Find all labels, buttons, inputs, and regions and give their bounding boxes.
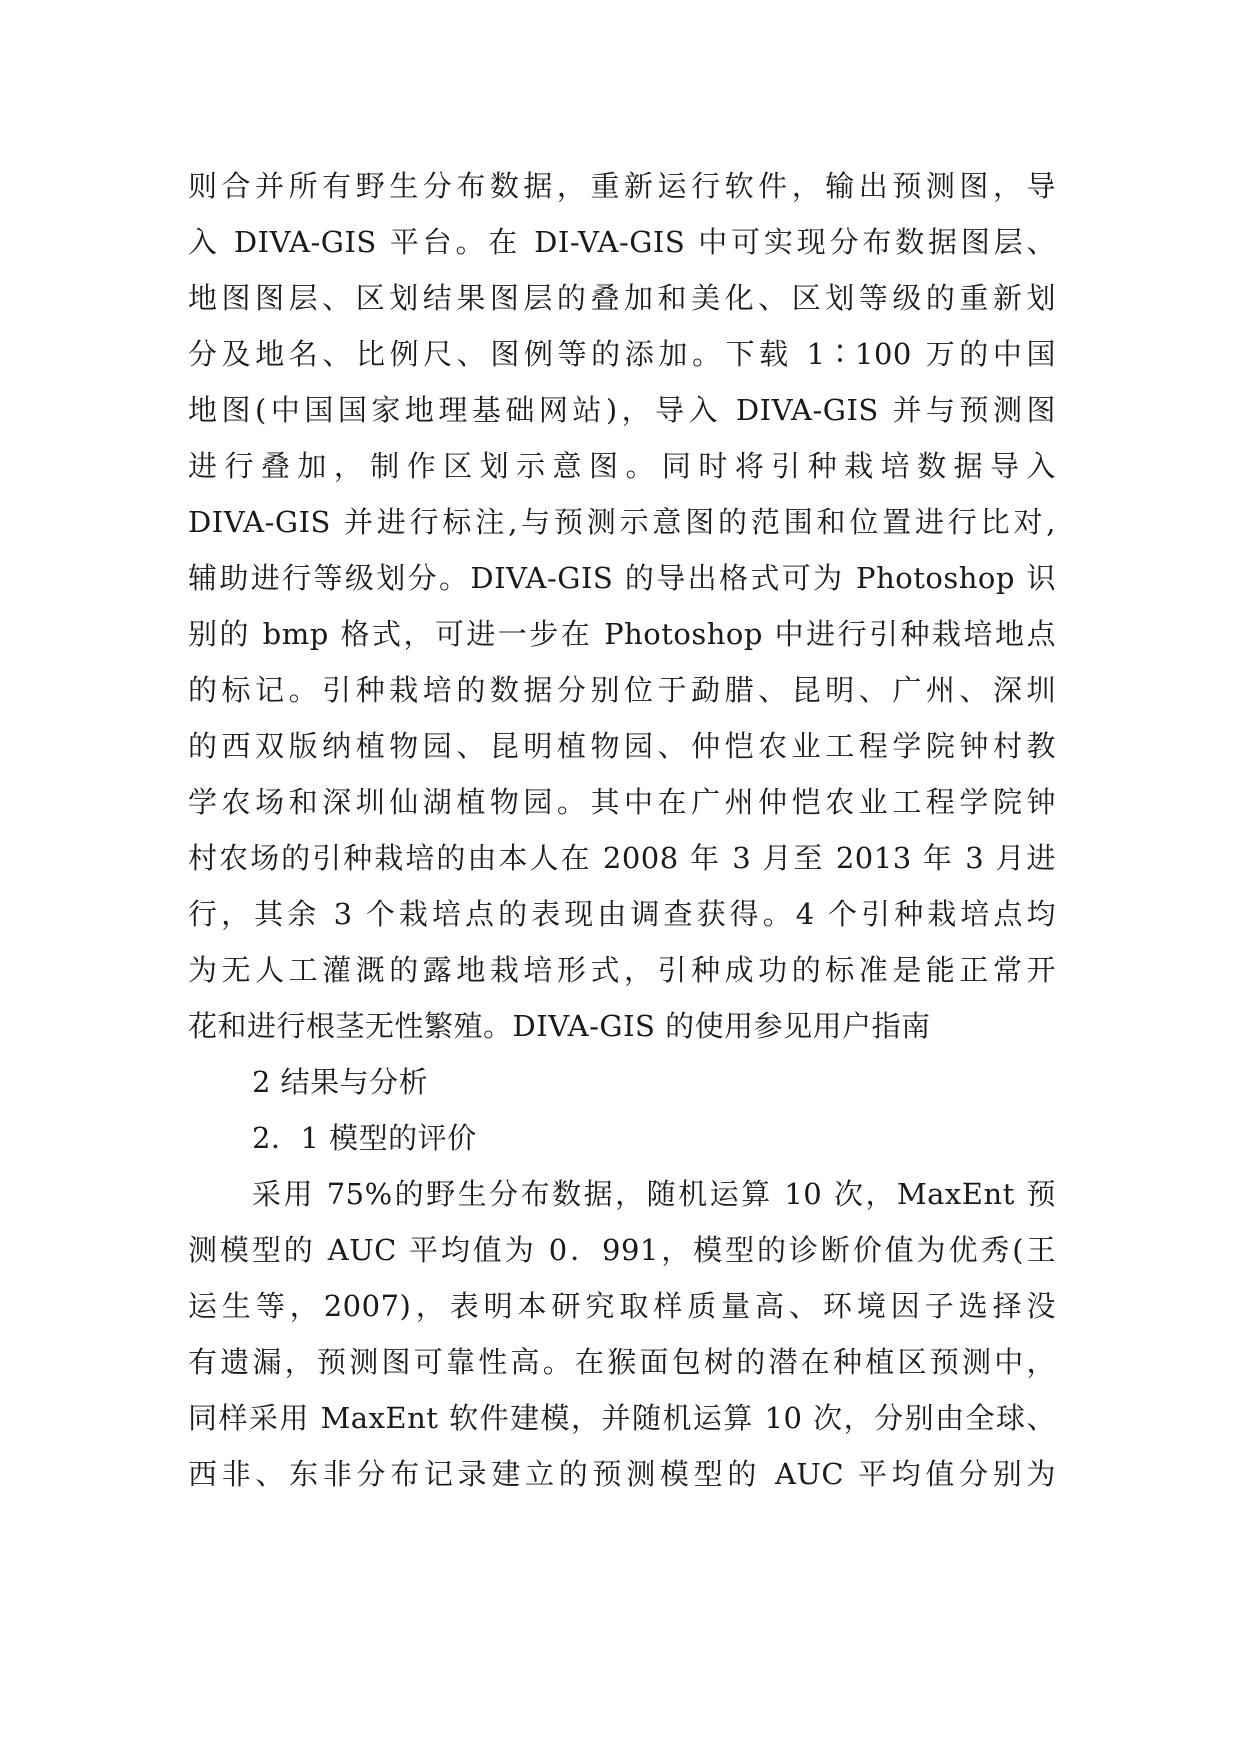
- text-line: 采用 75%的野生分布数据，随机运算 10 次，MaxEnt 预: [252, 1177, 1056, 1211]
- document-page: [188, 158, 1056, 1502]
- text-line: 分及地名、比例尺、图例等的添加。下载 1∶100 万的中国: [188, 337, 1056, 371]
- text-line: 地图图层、区划结果图层的叠加和美化、区划等级的重新划: [188, 281, 1056, 315]
- text-line: 西非、东非分布记录建立的预测模型的 AUC 平均值分别为: [188, 1457, 1056, 1491]
- text-line: 有遗漏，预测图可靠性高。在猴面包树的潜在种植区预测中，: [188, 1345, 1056, 1379]
- text-line: 测模型的 AUC 平均值为 0．991，模型的诊断价值为优秀(王: [188, 1233, 1056, 1267]
- paragraph-2: [188, 1166, 1056, 1502]
- text-line: 别的 bmp 格式，可进一步在 Photoshop 中进行引种栽培地点: [188, 617, 1056, 651]
- text-line: 同样采用 MaxEnt 软件建模，并随机运算 10 次，分别由全球、: [188, 1401, 1056, 1435]
- text-line: 村农场的引种栽培的由本人在 2008 年 3 月至 2013 年 3 月进: [188, 841, 1056, 875]
- text-line: 的西双版纳植物园、昆明植物园、仲恺农业工程学院钟村教: [188, 729, 1056, 763]
- text-line: 则合并所有野生分布数据，重新运行软件，输出预测图，导: [188, 169, 1056, 203]
- text-line: 学农场和深圳仙湖植物园。其中在广州仲恺农业工程学院钟: [188, 785, 1056, 819]
- subsection-heading: 2．1 模型的评价: [252, 1121, 477, 1155]
- text-line: 行，其余 3 个栽培点的表现由调查获得。4 个引种栽培点均: [188, 897, 1056, 931]
- text-line: 入 DIVA-GIS 平台。在 DI-VA-GIS 中可实现分布数据图层、: [188, 225, 1056, 259]
- text-line: 运生等，2007)，表明本研究取样质量高、环境因子选择没: [188, 1289, 1056, 1323]
- text-line: 的标记。引种栽培的数据分别位于勐腊、昆明、广州、深圳: [188, 673, 1056, 707]
- paragraph-1: [188, 158, 1056, 1054]
- text-line: 为无人工灌溉的露地栽培形式，引种成功的标准是能正常开: [188, 953, 1056, 987]
- text-line: 辅助进行等级划分。DIVA-GIS 的导出格式可为 Photoshop 识: [188, 561, 1056, 595]
- text-line: 地图(中国国家地理基础网站)，导入 DIVA-GIS 并与预测图: [188, 393, 1056, 427]
- text-line: DIVA-GIS 并进行标注,与预测示意图的范围和位置进行比对,: [188, 505, 1056, 539]
- text-line: 进行叠加，制作区划示意图。同时将引种栽培数据导入: [188, 449, 1056, 483]
- section-heading: 2 结果与分析: [252, 1065, 429, 1099]
- text-line: 花和进行根茎无性繁殖。DIVA-GIS 的使用参见用户指南: [188, 1009, 931, 1043]
